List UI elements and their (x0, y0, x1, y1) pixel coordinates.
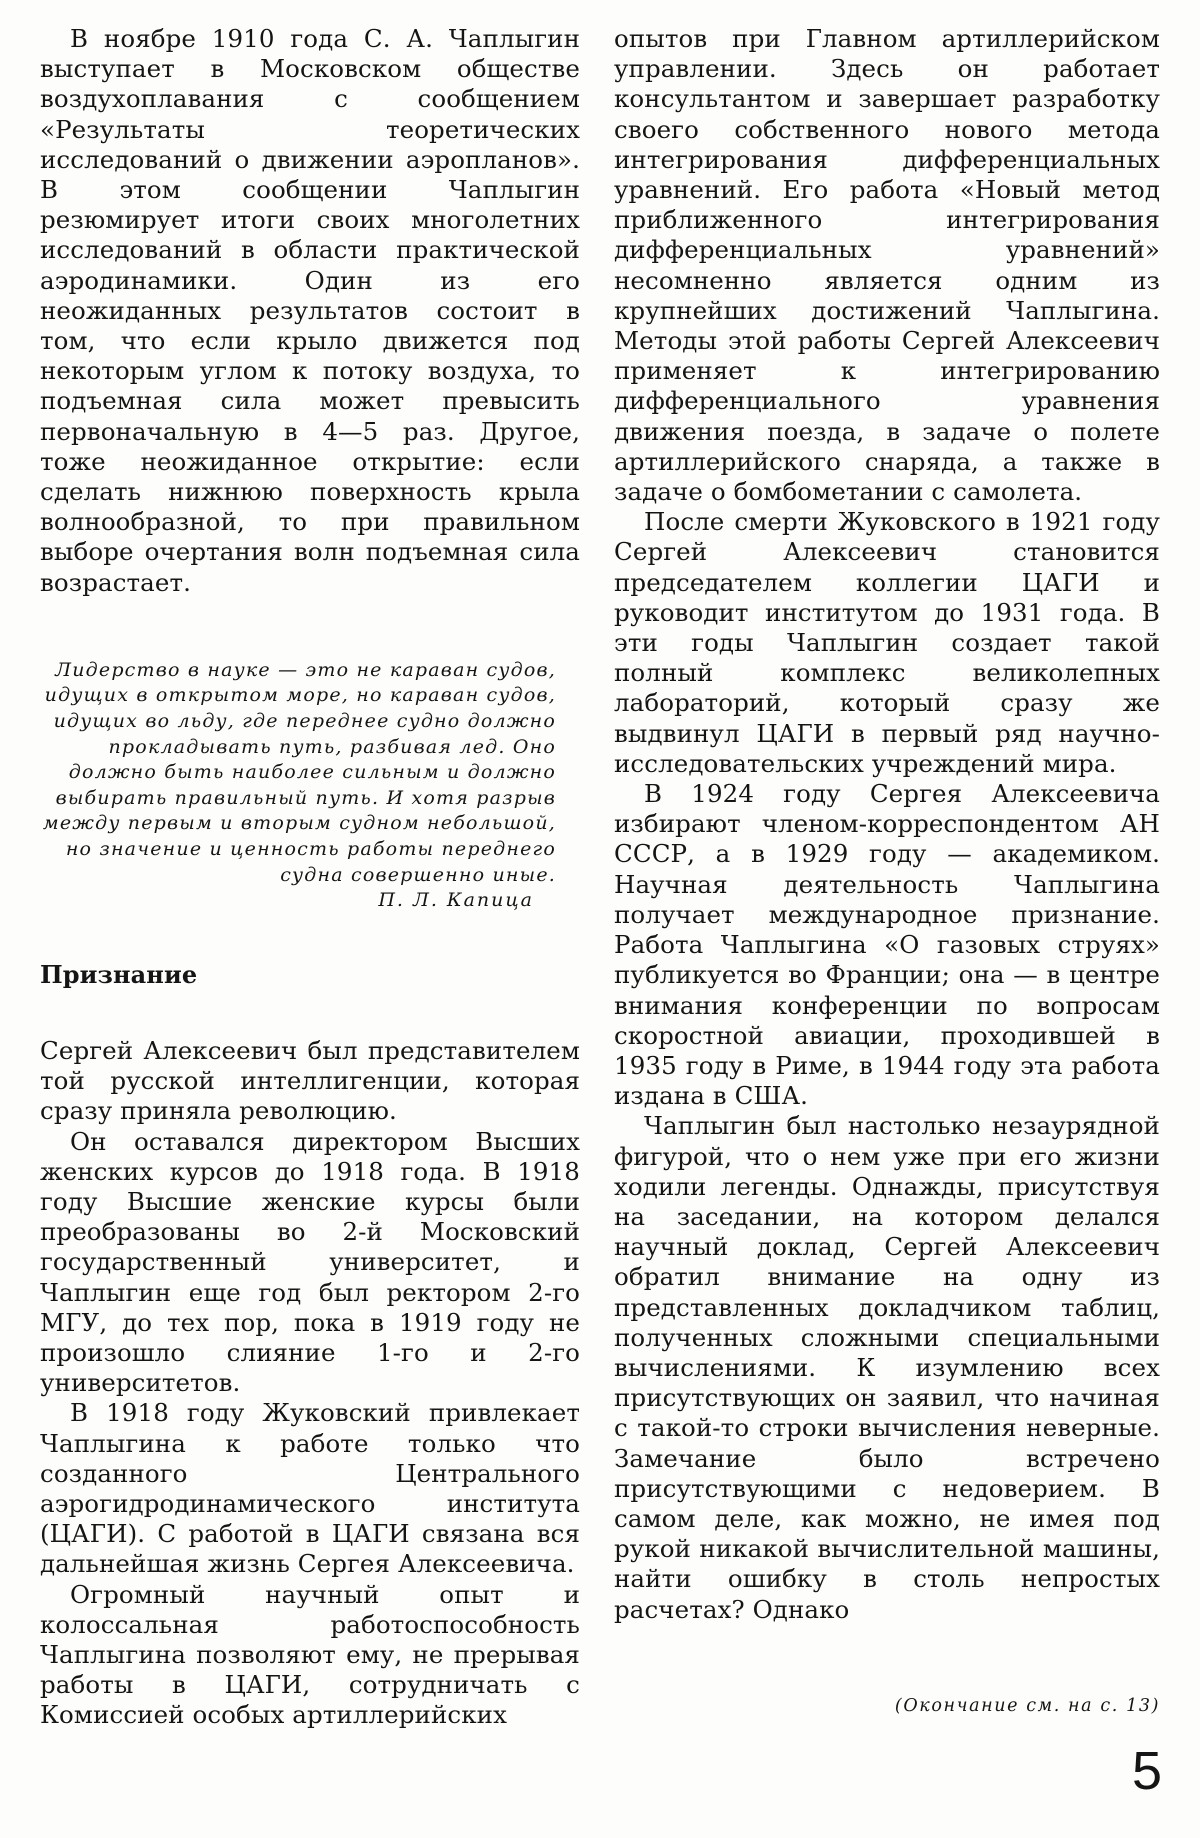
continuation-note: (Окончание см. на с. 13) (894, 1696, 1160, 1716)
paragraph-intelligentsia: Сергей Алексеевич был представителем той русской интеллигенции, которая сразу приняла революцию. (40, 1036, 580, 1126)
epigraph-quote (40, 658, 556, 914)
paragraph-womens-courses: Он оставался директором Высших женских курсов до 1918 года. В 1918 году Высшие женские курсы были преобразованы во 2-й Московский государственный университет, и Чаплыгин еще год был ректором 2-го МГУ, до тех пор, пока в 1919 году не произошло слияние 1-го и 2-го университетов. (40, 1126, 580, 1398)
paragraph-academy-membership: В 1924 году Сергея Алексеевича избирают членом-корреспондентом АН СССР, а в 1929 году — академиком. Научная деятельность Чаплыгина получает международное признание. Работа Чаплыгина «О газовых струях» публикуется во Франции; она — в центре внимания конференции по вопросам скоростной авиации, проходившей в 1935 году в Риме, в 1944 году эта работа издана в США. (614, 779, 1160, 1111)
quote-text: Лидерство в науке — это не караван судов, идущих в открытом море, но караван судов, идущих во льду, где переднее судно должно прокладывать путь, разбивая лед. Оно должно быть наиболее сильным и должно выбирать правильный путь. И хотя разрыв между первым и вторым судном небольшой, но значение и ценность работы переднего судна совершенно иные. (42, 658, 556, 886)
page-number: 5 (1131, 1741, 1162, 1801)
section-heading-recognition: Признание (40, 959, 198, 989)
paragraph-integration-method: опытов при Главном артиллерийском управлении. Здесь он работает консультантом и завершает разработку своего собственного нового метода интегрирования дифференциальных уравнений. Его работа «Новый метод приближенного интегрирования дифференциальных уравнений» несомненно является одним из крупнейших достижений Чаплыгина. Методы этой работы Сергей Алексеевич применяет к интегрированию дифференциального уравнения движения поезда, в задаче о полете артиллерийского снаряда, а также в задаче о бомбометании с самолета. (614, 24, 1160, 507)
quote-author: П. Л. Капица (378, 889, 534, 912)
paragraph-1910-report: В ноябре 1910 года С. А. Чаплыгин выступает в Московском обществе воздухоплавания с сообщением «Результаты теоретических исследований о движении аэропланов». В этом сообщении Чаплыгин резюмирует итоги своих многолетних исследований в области практической аэродинамики. Один из его неожиданных результатов состоит в том, что если крыло движется под некоторым углом к потоку воздуха, то подъемная сила может превысить первоначальную в 4—5 раз. Другое, тоже неожиданное открытие: если сделать нижнюю поверхность крыла волнообразной, то при правильном выборе очертания волн подъемная сила возрастает. (40, 24, 580, 597)
right-column (614, 24, 1160, 1625)
left-column (40, 24, 580, 1731)
paragraph-tsagi-director: После смерти Жуковского в 1921 году Сергей Алексеевич становится председателем коллегии ЦАГИ и руководит институтом до 1931 года. В эти годы Чаплыгин создает такой полный комплекс великолепных лабораторий, который сразу же выдвинул ЦАГИ в первый ряд научно-исследовательских учреждений мира. (614, 507, 1160, 778)
paragraph-artillery-commission: Огромный научный опыт и колоссальная работоспособность Чаплыгина позволяют ему, не прерывая работы в ЦАГИ, сотрудничать с Комиссией особых артиллерийских (40, 1579, 580, 1730)
paragraph-tsagi-founding: В 1918 году Жуковский привлекает Чаплыгина к работе только что созданного Центрального аэрогидродинамического института (ЦАГИ). С работой в ЦАГИ связана вся дальнейшая жизнь Сергея Алексеевича. (40, 1398, 580, 1579)
paragraph-legends: Чаплыгин был настолько незаурядной фигурой, что о нем уже при его жизни ходили легенды. Однажды, присутствуя на заседании, на котором делался научный доклад, Сергей Алексеевич обратил внимание на одну из представленных докладчиком таблиц, полученных сложными специальными вычислениями. К изумлению всех присутствующих он заявил, что начиная с такой-то строки вычисления неверные. Замечание было встречено присутствующими с недоверием. В самом деле, как можно, не имея под рукой никакой вычислительной машины, найти ошибку в столь непростых расчетах? Однако (614, 1111, 1160, 1624)
